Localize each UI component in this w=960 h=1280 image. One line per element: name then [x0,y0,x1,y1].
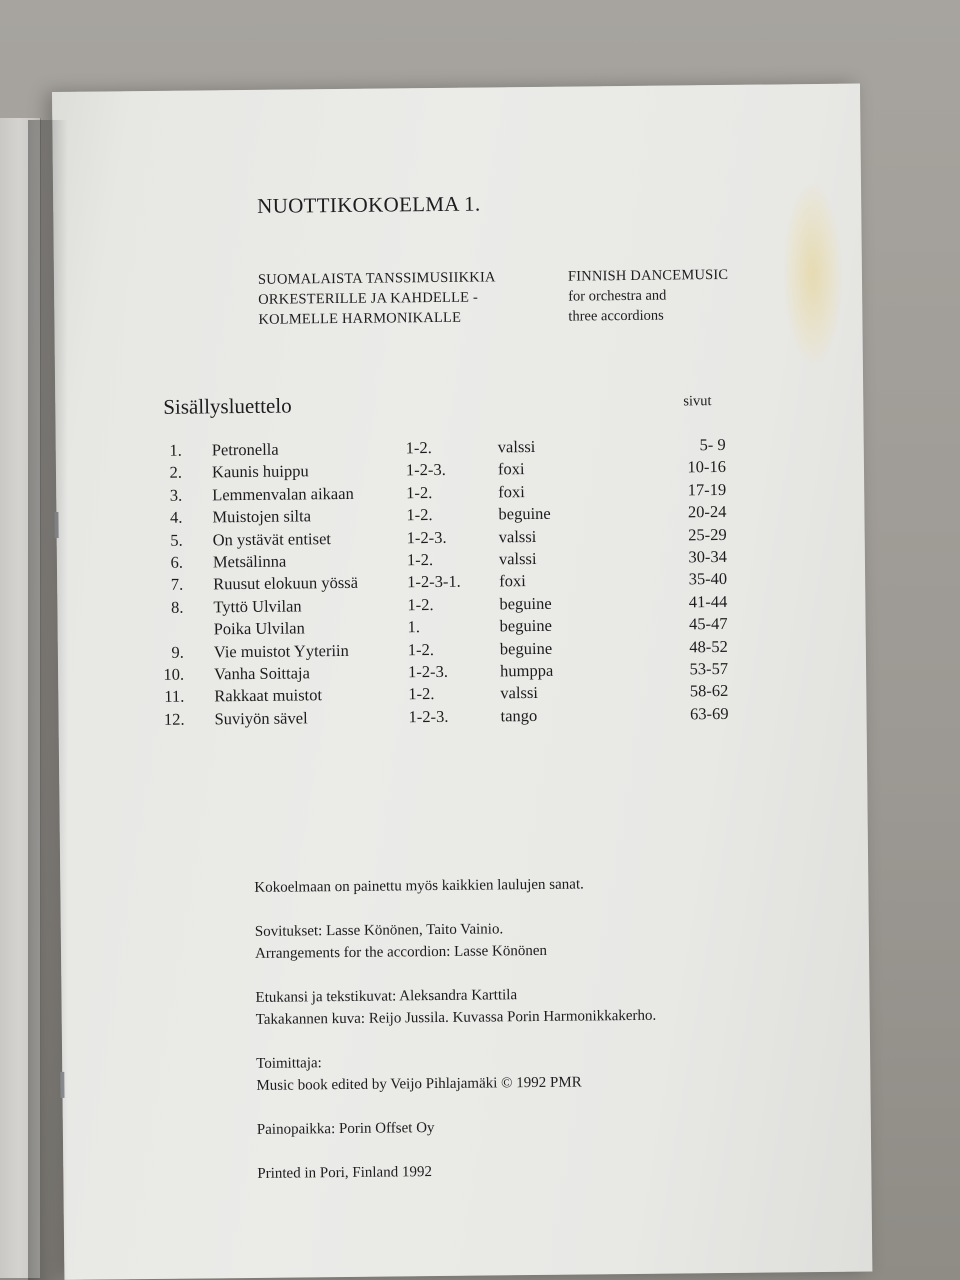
song-pages: 53-57 [689,658,729,679]
song-number: 11. [164,687,185,707]
song-parts: 1-2-3. [407,661,449,682]
back-cover-credit: Takakannen kuva: Reijo Jussila. Kuvassa Porin Harmonikkakerho. [255,1007,657,1028]
song-title: Vie muistot Yyteriin [213,640,349,661]
printer-credit: Painopaikka: Porin Offset Oy [256,1120,435,1138]
song-number: 6. [170,552,184,572]
song-title: Tyttö Ulvilan [213,596,302,617]
song-pages: 35-40 [688,569,728,589]
song-pages: 17-19 [687,479,727,500]
spine-shadow [28,120,68,1280]
song-pages: 41-44 [688,591,728,612]
song-number: 7. [170,575,184,595]
song-title: Vanha Soittaja [214,663,310,684]
song-parts: 1-2. [407,639,435,659]
song-style: valssi [498,526,537,546]
song-parts: 1-2-3. [408,706,449,727]
editor-credit: Music book edited by Veijo Pihlajamäki © 1992 PMR [256,1074,582,1094]
paper-stain [783,184,843,365]
song-number: 9. [171,642,184,662]
song-pages: 25-29 [688,524,727,544]
song-style: beguine [498,503,551,524]
song-parts: 1-2. [406,482,433,503]
subtitle-fi-line-1: SUOMALAISTA TANSSIMUSIIKKIA [257,269,496,288]
song-parts: 1-2-3. [406,527,447,547]
song-style: valssi [500,683,539,703]
song-number: 12. [163,709,185,729]
song-pages: 10-16 [687,457,727,477]
song-style: valssi [498,548,537,569]
booklet-page [52,84,872,1280]
lyrics-note: Kokoelmaan on painettu myös kaikkien laulujen sanat. [254,876,584,896]
song-parts: 1. [407,617,421,637]
song-number: 5. [170,530,183,550]
song-title: Suviyön sävel [214,708,308,729]
song-title: Metsälinna [212,551,287,572]
song-number: 3. [169,485,183,505]
arrangements-fi: Sovitukset: Lasse Könönen, Taito Vainio. [254,921,504,940]
song-number: 1. [169,440,182,460]
song-number: 10. [163,664,185,684]
song-style: foxi [497,459,525,479]
song-parts: 1-2. [406,550,434,570]
song-title: Poika Ulvilan [213,618,305,639]
song-style: beguine [499,638,553,658]
song-parts: 1-2. [408,684,435,704]
pages-column-label: sivut [683,393,712,410]
song-parts: 1-2. [405,438,432,458]
printed-note: Printed in Pori, Finland 1992 [257,1164,433,1182]
song-pages: 48-52 [689,636,728,656]
song-pages: 5- 9 [699,434,726,455]
song-pages: 20-24 [687,502,727,522]
song-style: foxi [499,571,526,591]
editor-label: Toimittaja: [256,1055,322,1072]
subtitle-fi-line-2: ORKESTERILLE JA KAHDELLE - [258,289,479,308]
song-pages: 63-69 [689,703,729,724]
song-style: tango [500,705,538,726]
song-style: beguine [499,615,552,636]
song-style: humppa [499,660,554,681]
subtitle-en-line-1: FINNISH DANCEMUSIC [567,266,729,285]
cover-credit: Etukansi ja tekstikuvat: Aleksandra Karttila [255,987,518,1006]
song-parts: 1-2-3-1. [407,572,461,592]
song-parts: 1-2. [406,505,433,525]
song-number: 4. [169,507,183,527]
arrangements-en: Arrangements for the accordion: Lasse Könönen [254,942,548,962]
contents-heading: Sisällysluettelo [163,393,292,419]
subtitle-en-line-3: three accordions [568,307,664,325]
subtitle-en-line-2: for orchestra and [568,287,667,305]
book-title: NUOTTIKOKOELMA 1. [257,191,481,218]
song-parts: 1-2. [407,594,434,615]
song-parts: 1-2-3. [405,460,446,480]
song-title: Muistojen silta [212,506,312,527]
subtitle-fi-line-3: KOLMELLE HARMONIKALLE [258,309,462,328]
song-pages: 30-34 [688,546,728,567]
song-title: Petronella [211,439,279,460]
song-title: Rakkaat muistot [214,685,323,706]
song-number: 8. [170,597,184,617]
song-pages: 58-62 [689,681,729,701]
song-number: 2. [169,463,183,483]
song-title: Lemmenvalan aikaan [212,483,354,505]
song-title: Ruusut elokuun yössä [213,573,359,594]
song-title: Kaunis huippu [211,461,309,482]
song-style: valssi [497,436,536,457]
song-pages: 45-47 [689,614,728,634]
song-style: beguine [499,593,552,614]
song-title: On ystävät entiset [212,528,332,549]
song-style: foxi [498,481,525,502]
